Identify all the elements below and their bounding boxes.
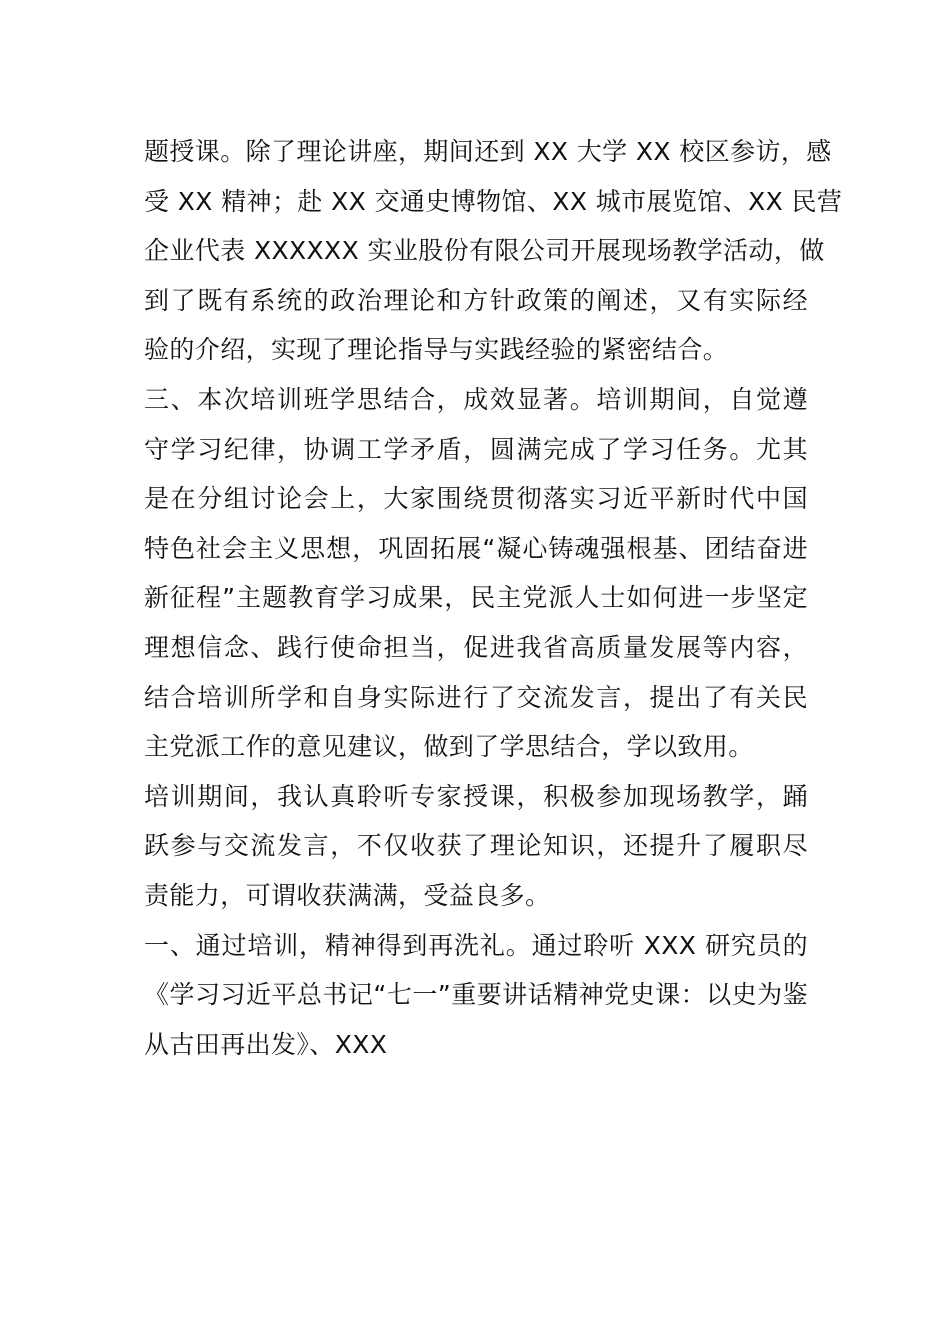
text-line: 一、通过培训，精神得到再洗礼。通过聆听 XXX 研究员的 <box>144 930 808 960</box>
document-body <box>144 127 843 1069</box>
text-line: 到了既有系统的政治理论和方针政策的阐述，又有实际经 <box>144 285 808 315</box>
text-line: 理想信念、践行使命担当，促进我省高质量发展等内容， <box>144 632 808 662</box>
text-line: 守学习纪律，协调工学矛盾，圆满完成了学习任务。尤其 <box>144 434 808 464</box>
text-line: 企业代表 XXXXXX 实业股份有限公司开展现场教学活动，做 <box>144 236 825 266</box>
text-line: 三、本次培训班学思结合，成效显著。培训期间，自觉遵 <box>144 384 808 414</box>
text-line: 培训期间，我认真聆听专家授课，积极参加现场教学，踊 <box>144 781 808 811</box>
text-line: 责能力，可谓收获满满，受益良多。 <box>144 880 551 910</box>
text-line: 是在分组讨论会上，大家围绕贯彻落实习近平新时代中国 <box>144 484 808 514</box>
text-line: 《学习习近平总书记“七一”重要讲话精神党史课：以史为鉴 <box>144 980 808 1010</box>
text-line: 特色社会主义思想，巩固拓展“凝心铸魂强根基、团结奋进 <box>144 533 808 563</box>
text-line: 跃参与交流发言，不仅收获了理论知识，还提升了履职尽 <box>144 831 808 861</box>
text-line: 结合培训所学和自身实际进行了交流发言，提出了有关民 <box>144 682 808 712</box>
text-line: 验的介绍，实现了理论指导与实践经验的紧密结合。 <box>144 335 729 365</box>
text-line: 主党派工作的意见建议，做到了学思结合，学以致用。 <box>144 732 754 762</box>
text-line: 受 XX 精神；赴 XX 交通史博物馆、XX 城市展览馆、XX 民营 <box>144 186 843 216</box>
text-line: 题授课。除了理论讲座，期间还到 XX 大学 XX 校区参访，感 <box>144 137 832 166</box>
text-line: 新征程”主题教育学习成果，民主党派人士如何进一步坚定 <box>144 583 808 613</box>
text-line: 从古田再出发》、XXX <box>144 1029 388 1059</box>
